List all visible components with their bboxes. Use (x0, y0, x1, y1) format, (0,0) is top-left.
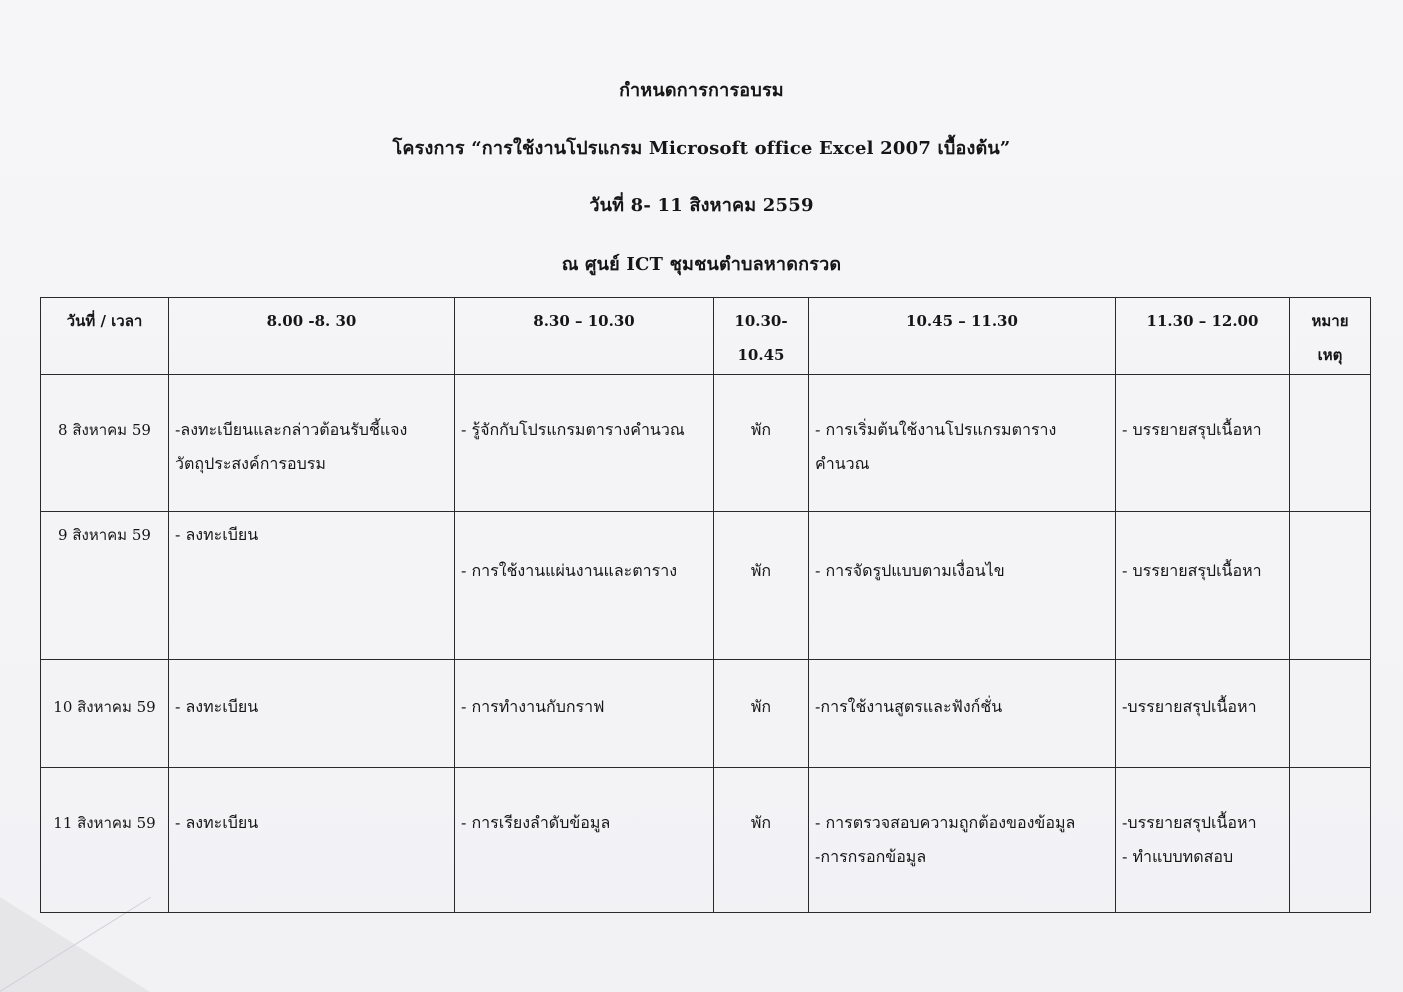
row-date: 9 สิงหาคม 59 (41, 512, 169, 660)
header-slot-3: 10.45 – 11.30 (809, 298, 1116, 375)
row-slot-4 (1116, 768, 1290, 913)
row-break: พัก (714, 660, 809, 768)
table-header-row (41, 298, 1371, 375)
row-remark (1290, 768, 1371, 913)
header-remark (1290, 298, 1371, 375)
row-slot-1: - ลงทะเบียน (169, 512, 455, 660)
row-remark (1290, 375, 1371, 512)
table-row (41, 660, 1371, 768)
project-name: โครงการ “การใช้งานโปรแกรม Microsoft office Excel 2007 เบื้องต้น” (392, 138, 1011, 159)
row-slot-3-line-1: - การตรวจสอบความถูกต้องของข้อมูล (815, 813, 1076, 832)
row-slot-3-line-2: คำนวณ (815, 454, 870, 473)
table-row (41, 512, 1371, 660)
row-slot-4: - บรรยายสรุปเนื้อหา (1116, 375, 1290, 512)
row-date: 11 สิงหาคม 59 (41, 768, 169, 913)
row-break: พัก (714, 768, 809, 913)
row-slot-4-line-2: - ทำแบบทดสอบ (1122, 847, 1234, 866)
document-title: กำหนดการการอบรม (619, 80, 784, 101)
row-slot-3: -การใช้งานสูตรและฟังก์ชั่น (809, 660, 1116, 768)
row-slot-1-line-2: วัตถุประสงค์การอบรม (175, 454, 326, 473)
training-dates: วันที่ 8- 11 สิงหาคม 2559 (589, 195, 814, 216)
row-slot-3 (809, 768, 1116, 913)
row-slot-2: - การเรียงลำดับข้อมูล (455, 768, 714, 913)
table-row (41, 375, 1371, 512)
row-slot-4-line-1: -บรรยายสรุปเนื้อหา (1122, 813, 1257, 832)
row-slot-3 (809, 375, 1116, 512)
row-slot-1-line-1: -ลงทะเบียนและกล่าวต้อนรับชี้แจง (175, 420, 408, 439)
header-break-line-2: 10.45 (737, 346, 785, 364)
header-break (714, 298, 809, 375)
row-remark (1290, 512, 1371, 660)
table-row (41, 768, 1371, 913)
row-date: 10 สิงหาคม 59 (41, 660, 169, 768)
row-slot-4: -บรรยายสรุปเนื้อหา (1116, 660, 1290, 768)
row-remark (1290, 660, 1371, 768)
header-slot-1: 8.00 -8. 30 (169, 298, 455, 375)
row-slot-4: - บรรยายสรุปเนื้อหา (1116, 512, 1290, 660)
row-slot-1 (169, 375, 455, 512)
training-venue: ณ ศูนย์ ICT ชุมชนตำบลหาดกรวด (561, 254, 842, 275)
header-slot-2: 8.30 – 10.30 (455, 298, 714, 375)
header-slot-4: 11.30 – 12.00 (1116, 298, 1290, 375)
row-slot-1: - ลงทะเบียน (169, 768, 455, 913)
header-remark-line-1: หมาย (1311, 312, 1349, 330)
schedule-table (40, 297, 1371, 913)
row-break: พัก (714, 512, 809, 660)
row-break: พัก (714, 375, 809, 512)
row-slot-2: - รู้จักกับโปรแกรมตารางคำนวณ (455, 375, 714, 512)
row-slot-3-line-2: -การกรอกข้อมูล (815, 847, 927, 866)
header-remark-line-2: เหตุ (1317, 346, 1343, 364)
header-break-line-1: 10.30- (734, 312, 788, 330)
row-slot-2: - การใช้งานแผ่นงานและตาราง (455, 512, 714, 660)
row-slot-2: - การทำงานกับกราฟ (455, 660, 714, 768)
row-slot-1: - ลงทะเบียน (169, 660, 455, 768)
row-slot-3: - การจัดรูปแบบตามเงื่อนไข (809, 512, 1116, 660)
row-slot-3-line-1: - การเริ่มต้นใช้งานโปรแกรมตาราง (815, 420, 1057, 439)
header-date-time: วันที่ / เวลา (41, 298, 169, 375)
row-date: 8 สิงหาคม 59 (41, 375, 169, 512)
